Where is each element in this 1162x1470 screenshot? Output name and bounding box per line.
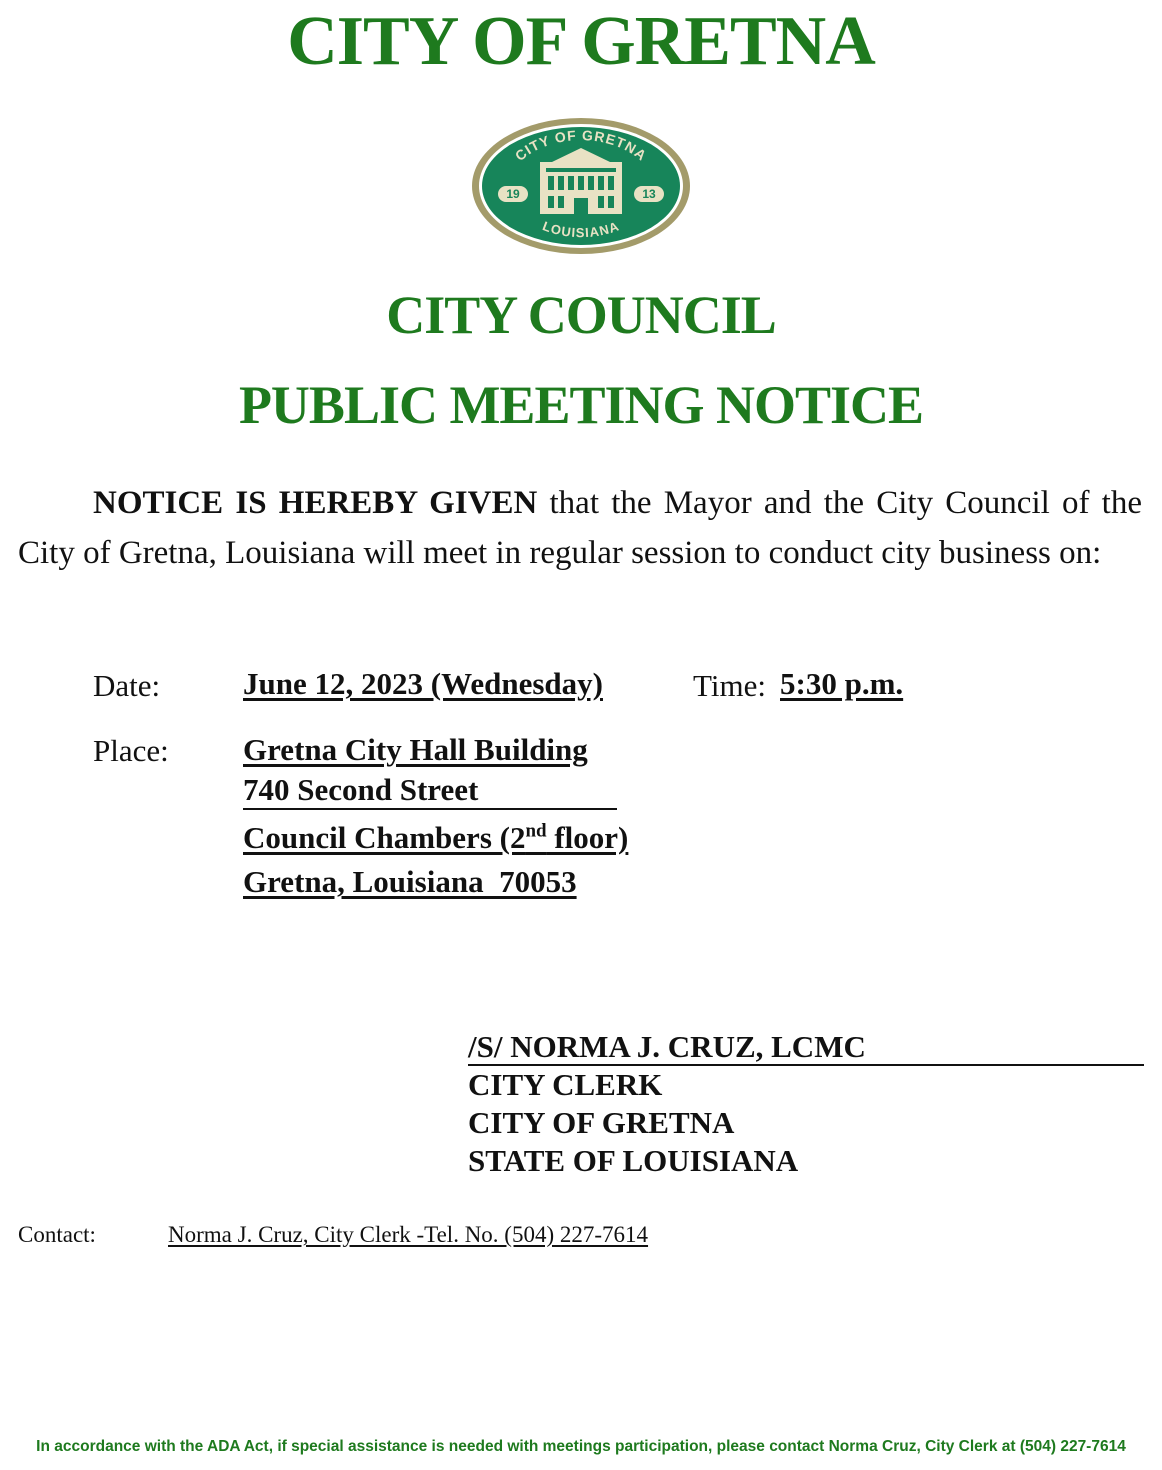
place-label: Place:	[93, 733, 169, 768]
place-line-3-pre: Council Chambers (2	[243, 820, 526, 855]
time-label: Time:	[693, 668, 766, 703]
signature-block	[468, 1030, 1144, 1180]
svg-text:13: 13	[642, 187, 656, 201]
place-line-3-post: floor)	[546, 820, 629, 855]
heading-public-meeting-notice: PUBLIC MEETING NOTICE	[238, 375, 924, 435]
city-title: CITY OF GRETNA	[287, 3, 875, 80]
signature-state: STATE OF LOUISIANA	[468, 1143, 799, 1178]
notice-lead: NOTICE IS HEREBY GIVEN	[93, 485, 538, 521]
heading-city-council: CITY COUNCIL	[386, 285, 776, 345]
place-line-4: Gretna, Louisiana 70053	[243, 864, 577, 899]
svg-text:LOUISIANA: LOUISIANA	[540, 218, 622, 241]
place-line-1: Gretna City Hall Building	[243, 732, 588, 767]
signature-name: /S/ NORMA J. CRUZ, LCMC	[468, 1030, 1144, 1066]
contact-label: Contact:	[18, 1222, 96, 1247]
time-value: 5:30 p.m.	[780, 666, 904, 701]
place-line-3	[243, 816, 628, 860]
notice-text: that the Mayor and the City Council of the City of Gretna, Louisiana will meet in regular session to conduct city business on:	[18, 485, 1142, 571]
ada-footer-notice: In accordance with the ADA Act, if special assistance is needed with meetings participation, please contact Norma Cruz, City Clerk at (504) 227-7614	[36, 1438, 1126, 1455]
signature-title: CITY CLERK	[468, 1067, 663, 1102]
date-value: June 12, 2023 (Wednesday)	[243, 666, 603, 701]
place-line-3-sup: nd	[525, 820, 547, 842]
signature-city: CITY OF GRETNA	[468, 1105, 735, 1140]
contact-value: Norma J. Cruz, City Clerk -Tel. No. (504) 227-7614	[168, 1222, 649, 1247]
svg-text:19: 19	[506, 187, 520, 201]
place-line-2: 740 Second Street	[243, 772, 617, 810]
svg-text:CITY OF GRETNA: CITY OF GRETNA	[511, 127, 651, 164]
city-seal-logo	[470, 116, 692, 256]
notice-paragraph	[18, 478, 1142, 578]
date-label: Date:	[93, 668, 161, 703]
